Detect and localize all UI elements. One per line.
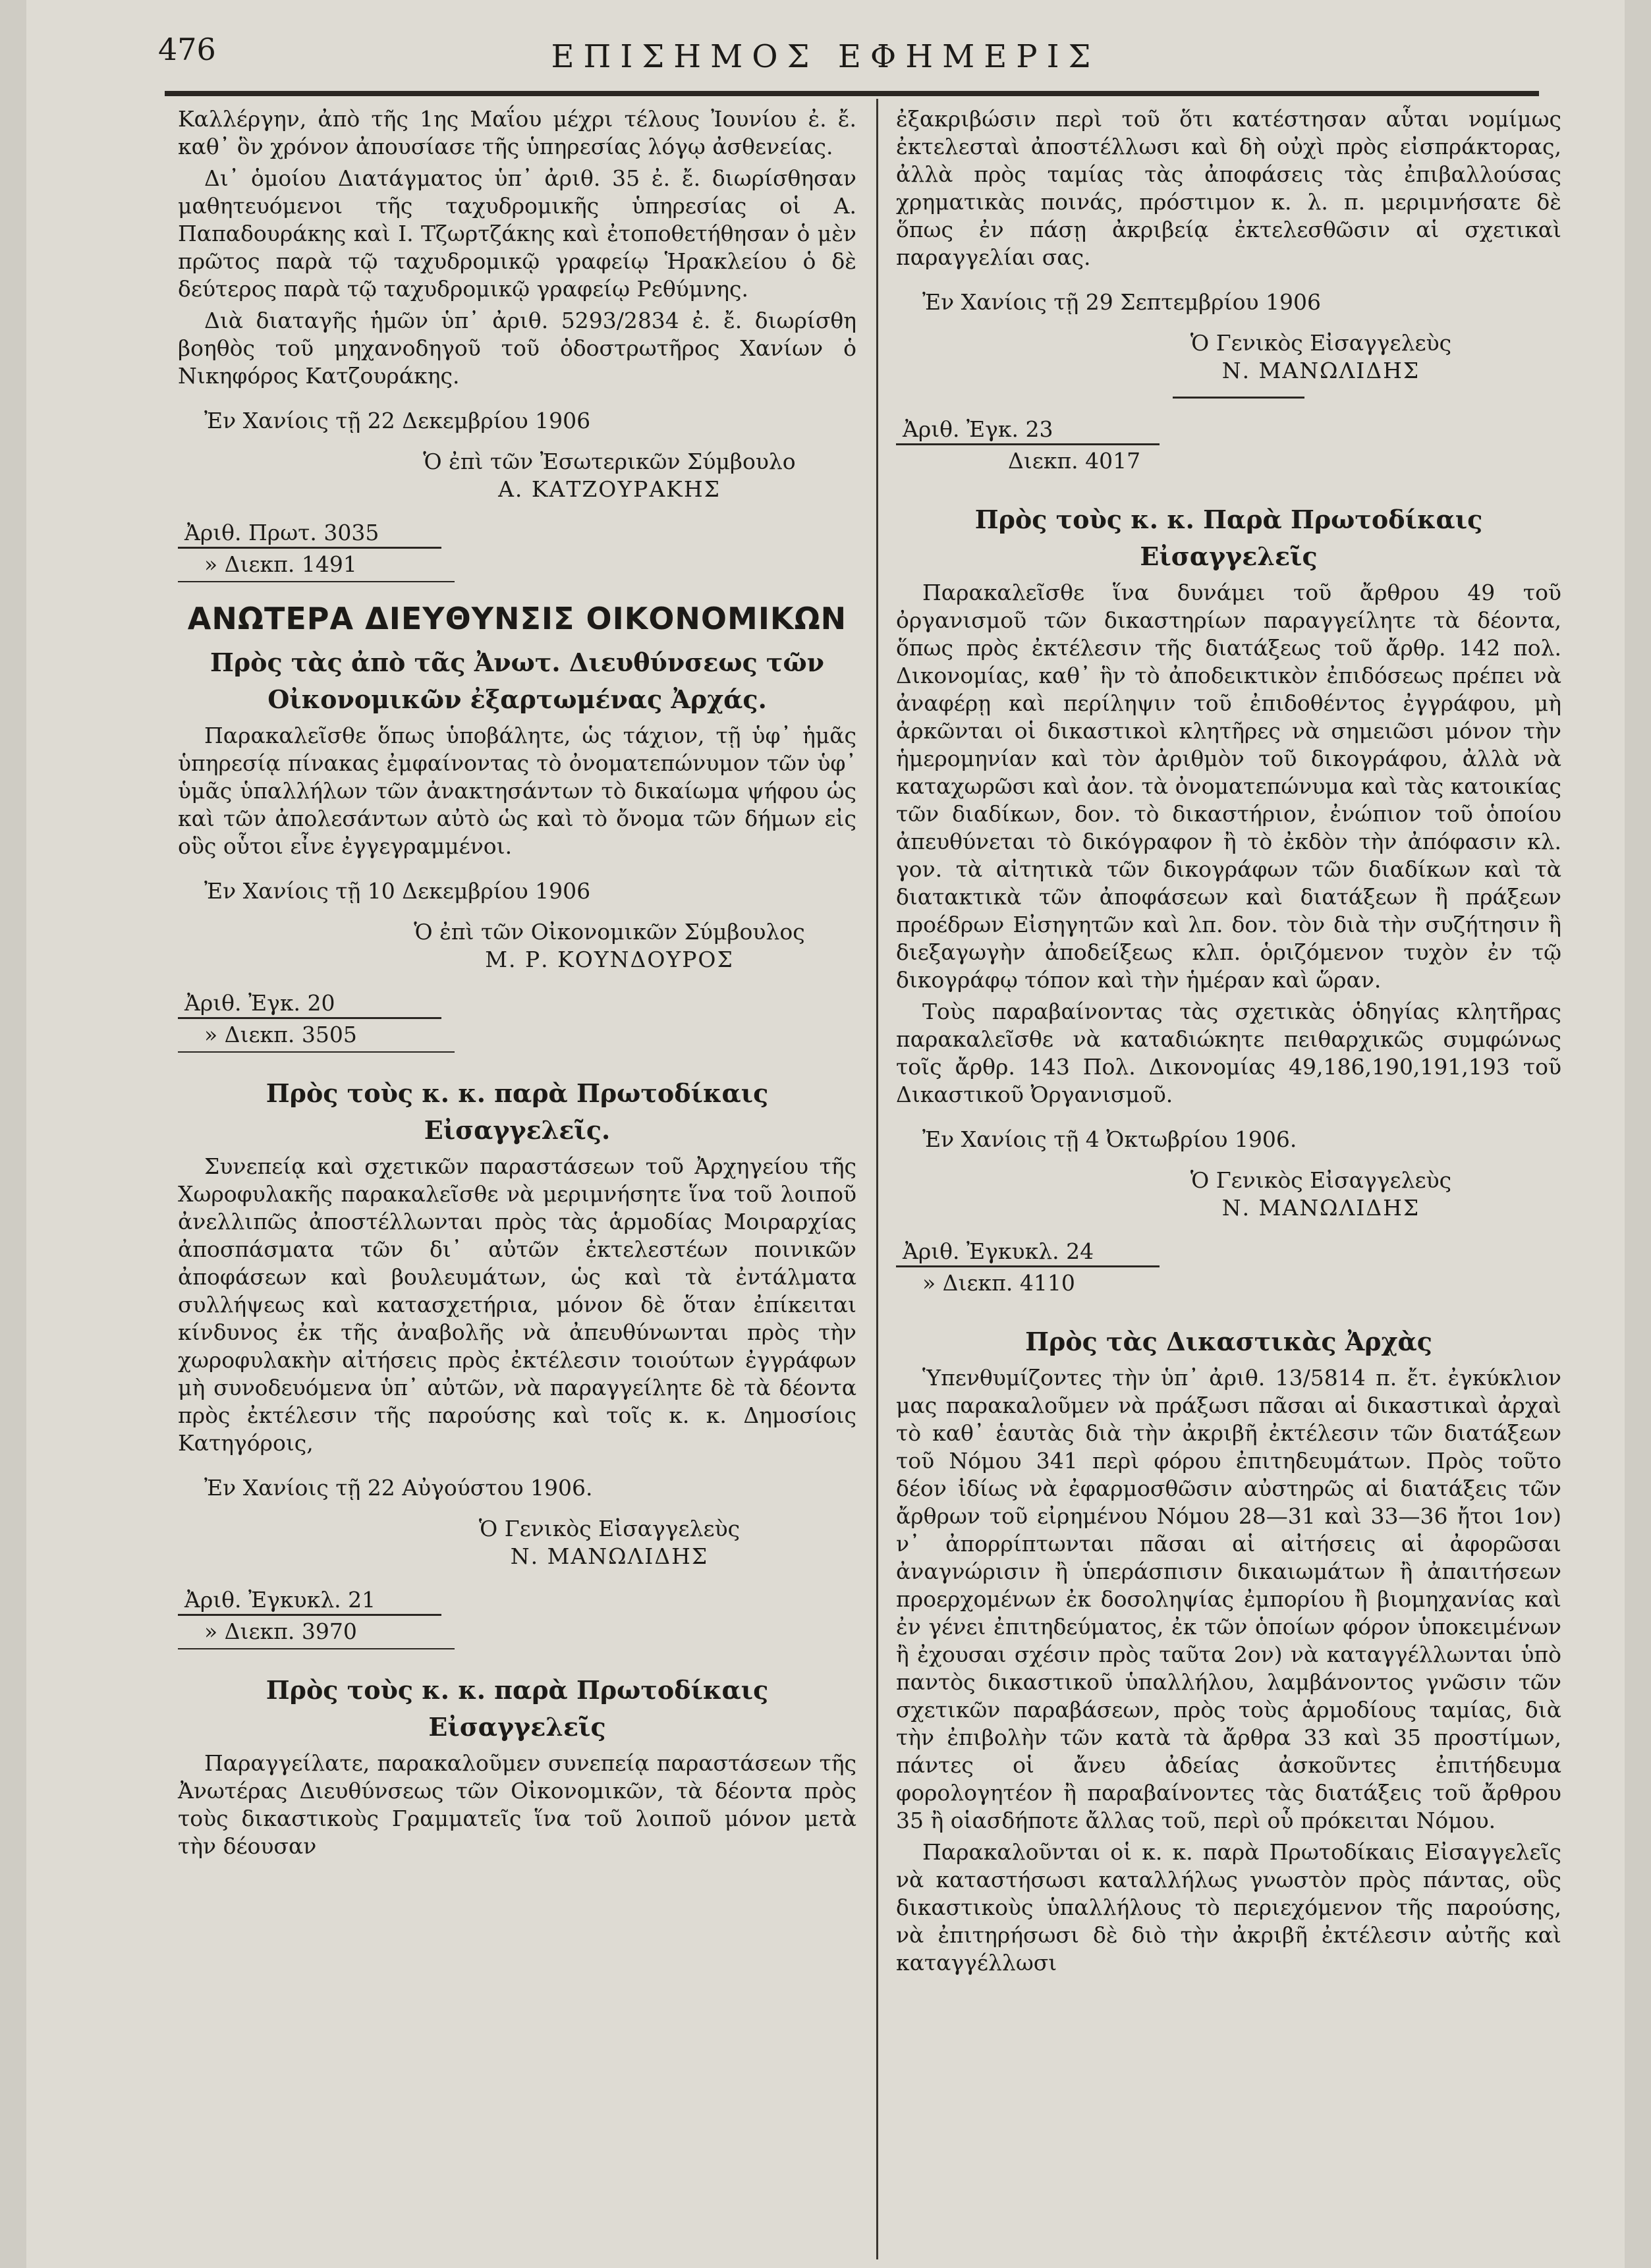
signature-name: Ν. ΜΑΝΩΛΙΔΗΣ [510,1543,709,1569]
heading-line: Εἰσαγγελεῖς. [424,1115,611,1145]
signature-block [336,448,856,503]
reference-rule [178,1017,441,1019]
heading [896,501,1561,575]
heading-line: Πρὸς τὰς ἀπὸ τᾶς Ἀνωτ. Διευθύνσεως τῶν [210,648,825,677]
paragraph: Τοὺς παραβαίνοντας τὰς σχετικὰς ὁδηγίας κλητῆρας παρακαλεῖσθε νὰ καταδιώκητε πειθαρχικῶς συμφώνως τοῖς ἄρθρ. 143 Πολ. Δικονομίας 49,186,190,191,193 τοῦ Δικαστικοῦ Ὀργανισμοῦ. [896,999,1561,1107]
signature-name: Ν. ΜΑΝΩΛΙΔΗΣ [1221,358,1420,383]
page-number: 476 [158,32,216,67]
section-title: ΑΝΩΤΕΡΑ ΔΙΕΥΘΥΝΣΙΣ ΟΙΚΟΝΟΜΙΚΩΝ [187,601,847,636]
paragraph: Παρακαλεῖσθε ὅπως ὑποβάλητε, ὡς τάχιον, τῇ ὑφ᾽ ἡμᾶς ὑπηρεσίᾳ πίνακας ἐμφαίνοντας τὸ ὀνοματεπώνυμον τῶν ὑφ᾽ ὑμᾶς ὑπαλλήλων τῶν ἀνακτησάντων τὸ δικαίωμα ψήφου ὡς καὶ τῶν ἀπολεσάντων αὐτὸ ὡς καὶ τὸ ὄνομα τῶν δήμων εἰς οὓς οὗτοι εἶνε ἐγγεγραμμένοι. [178,723,856,859]
heading-line: Οἰκονομικῶν ἐξαρτωμένας Ἀρχάς. [267,684,767,714]
reference-line: » Διεκπ. 1491 [204,551,357,577]
paragraph: Δι᾽ ὁμοίου Διατάγματος ὑπ᾽ ἀριθ. 35 ἐ. ἔ. διωρίσθησαν μαθητευόμενοι τῆς ταχυδρομικῆς ὑπηρεσίας οἱ Α. Παπαδουράκης καὶ Ι. Τζωρτζάκης καὶ ἐτοποθετήθησαν ὁ μὲν πρῶτος παρὰ τῷ ταχυδρομικῷ γραφείῳ Ἡρακλείου ὁ δὲ δεύτερος παρὰ τῷ ταχυδρομικῷ γραφείῳ Ρεθύμνης. [178,165,856,302]
paragraph: Διὰ διαταγῆς ἡμῶν ὑπ᾽ ἀριθ. 5293/2834 ἐ. ἔ. διωρίσθη βοηθὸς τοῦ μηχανοδηγοῦ τοῦ ὁδοστρωτῆρος Χανίων ὁ Νικηφόρος Κατζουράκης. [178,308,856,389]
reference-rule [178,1051,455,1053]
signature-role: Ὁ Γενικὸς Εἰσαγγελεὺς [478,1516,741,1541]
reference-line: Ἀριθ. Πρωτ. 3035 [184,520,379,545]
paragraph: Καλλέργην, ἀπὸ τῆς 1ης Μαΐου μέχρι τέλους Ἰουνίου ἐ. ἔ. καθ᾽ ὃν χρόνον ἀπουσίασε τῆς ὑπηρεσίας λόγῳ ἀσθενείας. [178,106,856,159]
journal-title: ΕΠΙΣΗΜΟΣ ΕΦΗΜΕΡΙΣ [551,38,1100,75]
reference-number [896,416,1561,479]
paragraph: Ὑπενθυμίζοντες τὴν ὑπ᾽ ἀριθ. 13/5814 π. ἔτ. ἐγκύκλιον μας παρακαλοῦμεν νὰ πράξωσι πᾶσαι αἱ δικαστικαὶ ἀρχαὶ τὸ καθ᾽ ἑαυτὰς διὰ τὴν ἀκριβῆ ἐκτέλεσιν τῶν διατάξεων τοῦ Νόμου 341 περὶ φόρου ἐπιτηδευμάτων. Πρὸς τοῦτο δέον ἰδίως νὰ ἐφαρμοσθῶσιν αὐστηρῶς αἱ διατάξεις τῶν ἄρθρων τοῦ εἰρημένου Νόμου 28—31 καὶ 33—36 ἤτοι 1ον) ν᾽ ἀπορρίπτωνται πᾶσαι αἱ αἰτήσεις αἱ ἀφορῶσαι ἀναγνώρισιν ἢ ὑπεράσπισιν δικαιωμάτων ἢ ἀπαιτήσεων προερχομένων ἐκ δοσοληψίας ἐμπορίου ἢ βιομηχανίας καὶ ἐν γένει ἐπιτηδεύματος, ἐκ τῶν ὁποίων φόρον ὑποκειμένων ἢ ἐχουσαι σχέσιν πρὸς ταῦτα 2ον) νὰ καταγγέλλωνται ὑπὸ παντὸς δικαστικοῦ ὑπαλλήλου, λαμβάνοντος γνῶσιν τῶν σχετικῶν παραβάσεων, πρὸς τοὺς ἁρμοδίους ταμίας, διὰ τὴν ἐπιβολὴν τῶν κατὰ τὰ ἄρθρα 33 καὶ 35 προστίμων, πάντες οἱ ἄνευ ἀδείας ἀσκοῦντες ἐπιτήδευμα φορολογητέον ἢ παραβαίνοντες τὰς διατάξεις τοῦ ἄρθρου 35 ἢ οἱασδήποτε ἄλλας τοῦ, περὶ οὗ πρόκειται Νόμου. [896,1365,1561,1833]
signature-block [336,918,856,974]
heading-line: Εἰσαγγελεῖς [1140,541,1318,571]
reference-line: Ἀριθ. Ἐγκυκλ. 21 [184,1587,376,1613]
place-date: Ἐν Χανίοις τῇ 22 Αὐγούστου 1906. [204,1475,593,1501]
heading-line: Πρὸς τοὺς κ. κ. Παρὰ Πρωτοδίκαις [974,505,1483,534]
paragraph: Παρακαλεῖσθε ἵνα δυνάμει τοῦ ἄρθρου 49 τοῦ ὀργανισμοῦ τῶν δικαστηρίων παραγγείλητε τὰ δέοντα, ὅπως πρὸς ἐκτέλεσιν τῆς διατάξεως τοῦ ἄρθρ. 142 πολ. Δικονομίας, καθ᾽ ἣν τὸ ἀποδεικτικὸν ἐπιδόσεως πρέπει νὰ ἀναφέρῃ καὶ περίληψιν τοῦ ἐπιδοθέντος ἐγγράφου, μὴ ἀρκῶνται οἱ δικαστικοὶ κλητῆρες νὰ σημειῶσι μόνον τὴν ἡμερομηνίαν καὶ τὸν ἀριθμὸν τοῦ δικογράφου, ἀλλὰ νὰ καταχωρῶσι καὶ ἀον. τὰ ὀνοματεπώνυμα καὶ τὰς κατοικίας τῶν διαδίκων, δον. τὸ δικαστήριον, ἐνώπιον τοῦ ὁποίου ἀπευθύνεται τὸ δικόγραφον ἢ τὸ ἐκδὸν τὴν ἀπόφασιν κλ. γον. τὰ αἰτητικὰ τῶν δικογράφων τῶν διαδίκων καὶ τὰ διατακτικὰ τῶν ἀποφάσεων καὶ διατάξεων ἢ πράξεων προέδρων Εἰσηγητῶν καὶ λπ. δον. τὸν διὰ τὴν συζήτησιν ἢ διεξαγωγὴν ἀποδείξεως κλπ. ὁριζόμενον τυχὸν ἐν τῷ δικογράφῳ τόπον καὶ τὴν ἡμέραν καὶ ὥραν. [896,580,1561,993]
paragraph: Συνεπείᾳ καὶ σχετικῶν παραστάσεων τοῦ Ἀρχηγείου τῆς Χωροφυλακῆς παρακαλεῖσθε νὰ μεριμνήσητε ἵνα τοῦ λοιποῦ ἀνελλιπῶς ἀποστέλλωνται πρὸς τὰς ἁρμοδίας Μοιραρχίας ἀποσπάσματα τῶν δι᾽ αὐτῶν ἐκτελεστέων ποινικῶν ἀποφάσεων καὶ βουλευμάτων, ὡς καὶ τὰ ἐντάλματα συλλήψεως καὶ κατασχετήρια, μόνον δὲ ὅταν ἐπίκειται κίνδυνος ἐκ τῆς ἀναβολῆς νὰ ἀπευθύνωνται πρὸς τὴν χωροφυλακὴν αἰτήσεις πρὸς ἐκτέλεσιν τοιούτων ἐγγράφων μὴ συνοδευόμενα ὑπ᾽ αὐτῶν, νὰ παραγγείλητε δὲ τὰ δέοντα πρὸς ἐκτέλεσιν τῆς παρούσης καὶ τοῖς κ. κ. Δημοσίοις Κατηγόροις, [178,1153,856,1456]
reference-number [896,1238,1561,1301]
heading-line: Εἰσαγγελεῖς [428,1712,606,1742]
heading-line: Πρὸς τοὺς κ. κ. παρὰ Πρωτοδίκαις [266,1675,769,1705]
reference-number [178,519,856,582]
reference-rule [896,1265,1160,1267]
heading-line: Πρὸς τοὺς κ. κ. παρὰ Πρωτοδίκαις [266,1078,769,1108]
place-date: Ἐν Χανίοις τῇ 29 Σεπτεμβρίου 1906 [922,289,1321,315]
signature-role: Ὁ ἐπὶ τῶν Ἐσωτερικῶν Σύμβουλο [423,449,796,474]
signature-block [1054,1167,1561,1222]
reference-line: Ἀριθ. Ἐγκ. 20 [184,990,335,1016]
reference-rule [896,443,1160,445]
paragraph: Παρακαλοῦνται οἱ κ. κ. παρὰ Πρωτοδίκαις Εἰσαγγελεῖς νὰ καταστήσωσι καταλλήλως γνωστὸν πρὸς πάντας, οὓς δικαστικοὺς ὑπαλλήλους τὸ περιεχόμενον τῆς παρούσης, νὰ ἐπιτηρήσωσι δὲ διὸ τὴν ἀκριβῆ ἐκτέλεσιν αὐτῆς καὶ καταγγέλλωσι [896,1839,1561,1976]
signature-role: Ὁ ἐπὶ τῶν Οἰκονομικῶν Σύμβουλος [414,919,805,945]
reference-line: » Διεκπ. 3970 [204,1618,357,1644]
paragraph: Παραγγείλατε, παρακαλοῦμεν συνεπείᾳ παραστάσεων τῆς Ἀνωτέρας Διευθύνσεως τῶν Οἰκονομικῶν, τὰ δέοντα πρὸς τοὺς δικαστικοὺς Γραμματεῖς ἵνα τοῦ λοιποῦ μόνον μετὰ τὴν δέουσαν [178,1750,856,1859]
signature-block [1054,329,1561,385]
heading [178,1672,856,1746]
reference-line: Ἀριθ. Ἐγκ. 23 [903,416,1053,442]
reference-rule [178,547,441,549]
place-date: Ἐν Χανίοις τῇ 4 Ὀκτωβρίου 1906. [922,1126,1297,1152]
reference-rule [178,581,455,582]
place-date: Ἐν Χανίοις τῇ 10 Δεκεμβρίου 1906 [204,878,591,904]
paragraph: ἐξακριβώσιν περὶ τοῦ ὅτι κατέστησαν αὗται νομίμως ἐκτελεσταὶ ἀποστέλλωσι καὶ δὴ οὐχὶ πρὸς εἰσπράκτορας, ἀλλὰ πρὸς ταμίας τὰς ἀποφάσεις τὰς ἐπιβαλλούσας χρηματικὰς ποινάς, πρόστιμον κ. λ. π. μεριμνήσατε δὲ ὅπως ἐν πάσῃ ἀκριβείᾳ ἐκτελεσθῶσιν αἱ σχετικαὶ παραγγελίαι σας. [896,106,1561,270]
column-divider [876,99,878,2259]
page-header [26,20,1625,99]
reference-line: Διεκπ. 4017 [1008,448,1141,474]
separator-rule [1173,397,1304,399]
heading: Πρὸς τὰς Δικαστικὰς Ἀρχὰς [1025,1327,1432,1356]
reference-number [178,1586,856,1649]
signature-role: Ὁ Γενικὸς Εἰσαγγελεὺς [1190,330,1452,356]
header-rule [165,91,1539,96]
reference-line: » Διεκπ. 3505 [204,1022,357,1047]
reference-line: Ἀριθ. Ἐγκυκλ. 24 [903,1238,1094,1264]
signature-block [336,1515,856,1570]
reference-rule [178,1614,441,1616]
signature-name: Μ. Ρ. ΚΟΥΝΔΟΥΡΟΣ [485,947,734,972]
signature-name: Α. ΚΑΤΖΟΥΡΑΚΗΣ [498,476,721,502]
reference-line: » Διεκπ. 4110 [922,1270,1075,1296]
heading [178,1075,856,1149]
reference-rule [178,1648,455,1649]
right-column [896,105,1561,1981]
reference-number [178,989,856,1053]
gazette-page [26,0,1625,2268]
heading [178,644,856,718]
signature-role: Ὁ Γενικὸς Εἰσαγγελεὺς [1190,1167,1452,1193]
signature-name: Ν. ΜΑΝΩΛΙΔΗΣ [1221,1195,1420,1221]
place-date: Ἐν Χανίοις τῇ 22 Δεκεμβρίου 1906 [204,408,591,433]
left-column [178,105,856,1864]
